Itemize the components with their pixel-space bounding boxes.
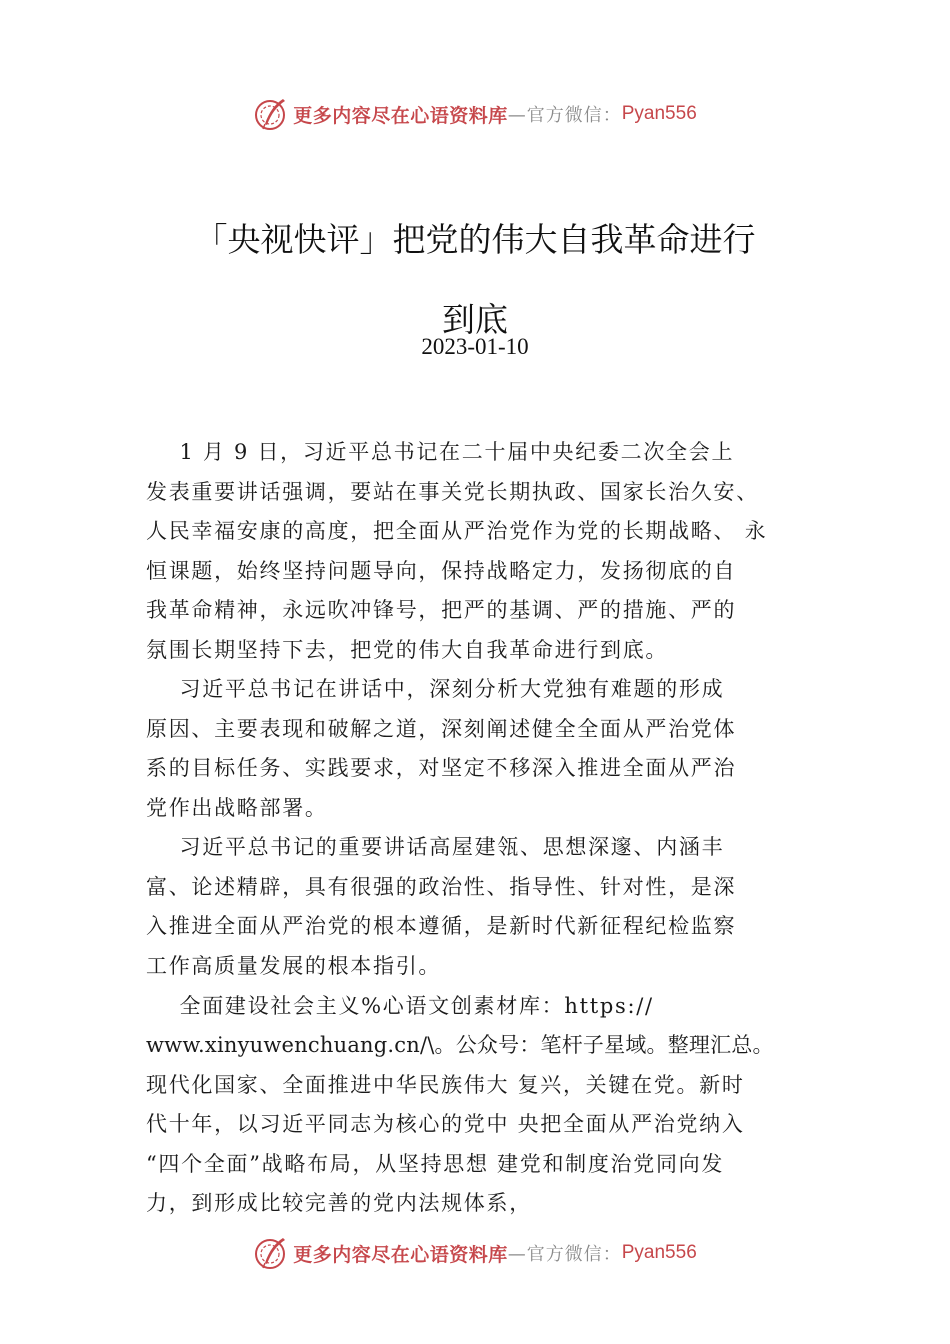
banner-wechat-label: —官方微信： (507, 1244, 622, 1265)
body-line: 富、论述精辟，具有很强的政治性、指导性、针对性，是深 (146, 875, 737, 899)
body-line: 习近平总书记的重要讲话高屋建瓴、思想深邃、内涵丰 (146, 835, 725, 859)
body-line: 系的目标任务、实践要求，对坚定不移深入推进全面从严治 (146, 756, 737, 780)
body-line: 习近平总书记在讲话中，深刻分析大党独有难题的形成 (146, 677, 725, 701)
footer-banner (0, 1233, 950, 1273)
body-line: 我革命精神，永远吹冲锋号，把严的基调、严的措施、严的 (146, 598, 737, 622)
body-line: 发表重要讲话强调，要站在事关党长期执政、国家长治久安、 (146, 480, 759, 504)
header-banner (0, 94, 950, 134)
body-line: “四个全面”战略布局，从坚持思想 建党和制度治党同向发 (146, 1152, 725, 1176)
body-line: 人民幸福安康的高度，把全面从严治党作为党的长期战略、 永 (146, 519, 768, 543)
body-line: 恒课题，始终坚持问题导向，保持战略定力，发扬彻底的自 (146, 559, 737, 583)
banner-wechat-label: —官方微信： (507, 105, 622, 126)
banner-site-name: 更多内容尽在心语资料库 (293, 104, 508, 127)
banner-wechat-id: Pyan556 (621, 1242, 697, 1263)
article-date: 2023-01-10 (421, 334, 529, 359)
body-line: 党作出战略部署。 (146, 796, 328, 820)
body-line: 原因、主要表现和破解之道，深刻阐述健全全面从严治党体 (146, 717, 737, 741)
banner-site-name: 更多内容尽在心语资料库 (293, 1243, 508, 1266)
body-line: 力，到形成比较完善的党内法规体系， (146, 1191, 532, 1215)
quill-pen-logo-icon (253, 96, 289, 132)
body-line: 代十年，以习近平同志为核心的党中 央把全面从严治党纳入 (146, 1112, 745, 1136)
body-line: www.xinyuwenchuang.cn/\。公众号：笔杆子星域。整理汇总。 (146, 1033, 774, 1057)
body-line: 1 月 9 日，习近平总书记在二十届中央纪委二次全会上 (146, 440, 735, 464)
body-line: 氛围长期坚持下去，把党的伟大自我革命进行到底。 (146, 638, 669, 662)
body-line: 入推进全面从严治党的根本遵循，是新时代新征程纪检监察 (146, 914, 737, 938)
body-line: 全面建设社会主义%心语文创素材库：https:// (146, 994, 654, 1018)
body-line: 现代化国家、全面推进中华民族伟大 复兴，关键在党。新时 (146, 1073, 745, 1097)
banner-wechat-id: Pyan556 (621, 103, 697, 124)
body-line: 工作高质量发展的根本指引。 (146, 954, 442, 978)
article-title-line1: 「央视快评」把党的伟大自我革命进行 (194, 220, 756, 259)
article-title-line2: 到底 (442, 300, 508, 339)
quill-pen-logo-icon (253, 1235, 289, 1271)
